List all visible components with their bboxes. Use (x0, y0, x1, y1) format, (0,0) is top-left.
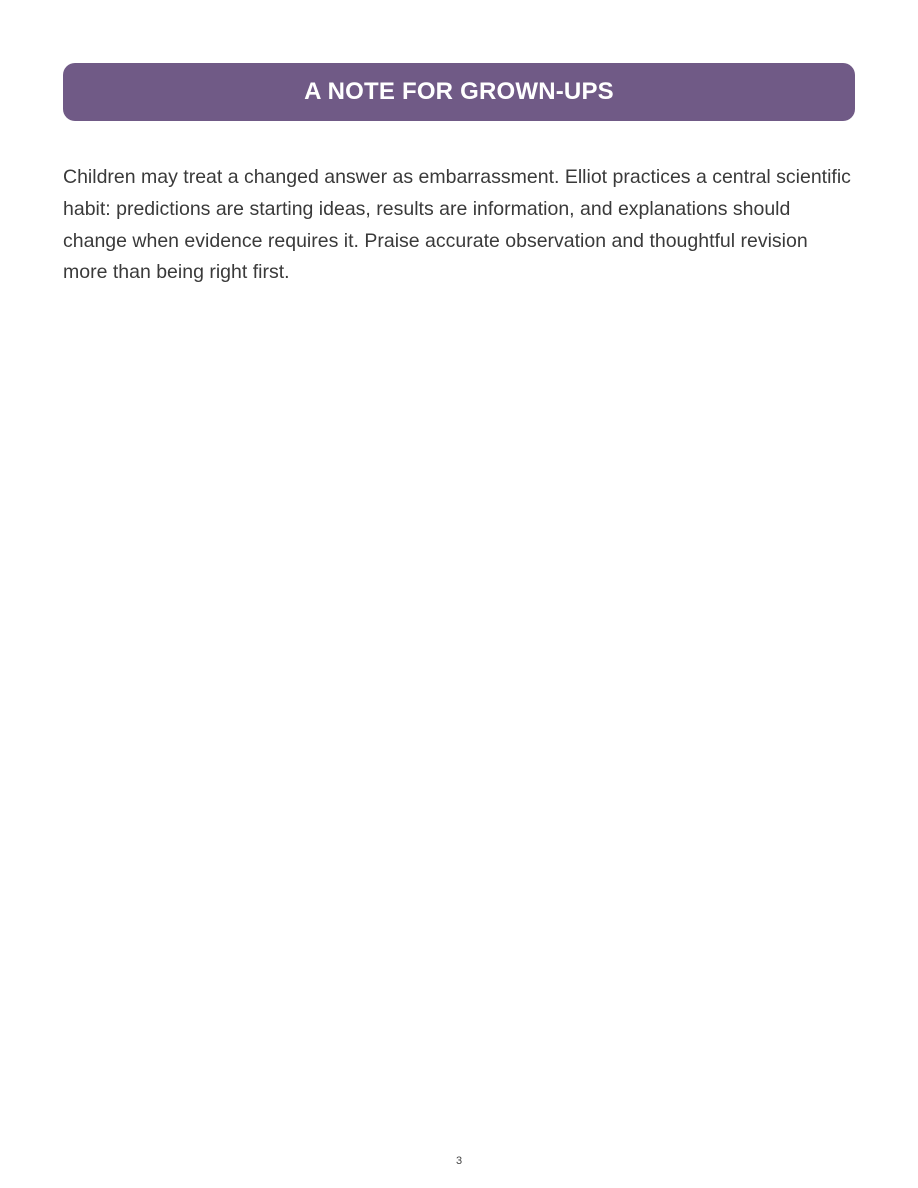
section-header-banner (63, 63, 855, 121)
section-title: A NOTE FOR GROWN-UPS (304, 77, 614, 105)
note-paragraph: Children may treat a changed answer as embarrassment. Elliot practices a central scientific habit: predictions are starting ideas, results are information, and explanations should change when evidence requires it. Praise accurate observation and thoughtful revision more than being right first. (63, 166, 851, 284)
page-number: 3 (455, 1155, 463, 1167)
